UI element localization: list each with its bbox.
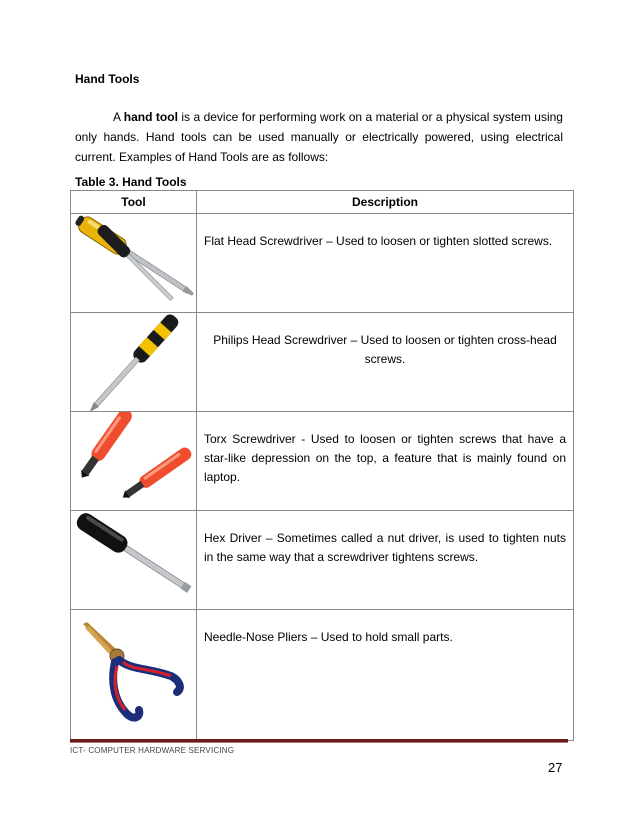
table-header-row [71, 191, 574, 214]
tool-description: Needle-Nose Pliers – Used to hold small parts. [197, 610, 574, 741]
needle-nose-pliers-icon [71, 610, 197, 740]
tool-description: Torx Screwdriver - Used to loosen or tighten screws that have a star-like depression on the top, a feature that is mainly found on laptop. [197, 412, 574, 511]
header-tool: Tool [71, 191, 197, 214]
table-caption: Table 3. Hand Tools [75, 175, 187, 189]
footer-rule [70, 739, 568, 743]
tool-description: Flat Head Screwdriver – Used to loosen or tighten slotted screws. [197, 214, 574, 313]
table-row [71, 412, 574, 511]
header-description: Description [197, 191, 574, 214]
tool-image-cell [71, 313, 197, 412]
section-heading: Hand Tools [75, 72, 140, 86]
intro-text-bold: hand tool [123, 110, 178, 124]
table-row [71, 610, 574, 741]
table-row [71, 313, 574, 412]
table-row [71, 511, 574, 610]
footer-label: ICT- COMPUTER HARDWARE SERVICING [70, 746, 235, 755]
torx-screwdriver-icon [71, 412, 197, 510]
flat-head-screwdriver-icon [71, 214, 197, 312]
intro-text-pre: A [113, 110, 124, 124]
tool-description: Philips Head Screwdriver – Used to loosen or tighten cross-head screws. [197, 313, 574, 412]
philips-head-screwdriver-icon [71, 313, 197, 411]
intro-text-post: is a device for performing work on a material or a physical system using only hands. Hand tools can be used manually or electrically powered, using electrical current. Examples of Hand Tools are as follows: [75, 110, 563, 164]
tool-description: Hex Driver – Sometimes called a nut driver, is used to tighten nuts in the same way that a screwdriver tightens screws. [197, 511, 574, 610]
hand-tools-table [70, 190, 574, 741]
table-row [71, 214, 574, 313]
tool-image-cell [71, 214, 197, 313]
tool-image-cell [71, 511, 197, 610]
page-number: 27 [548, 760, 563, 775]
tool-image-cell [71, 412, 197, 511]
tool-image-cell [71, 610, 197, 741]
hex-driver-icon [71, 511, 197, 609]
intro-paragraph [75, 107, 563, 167]
